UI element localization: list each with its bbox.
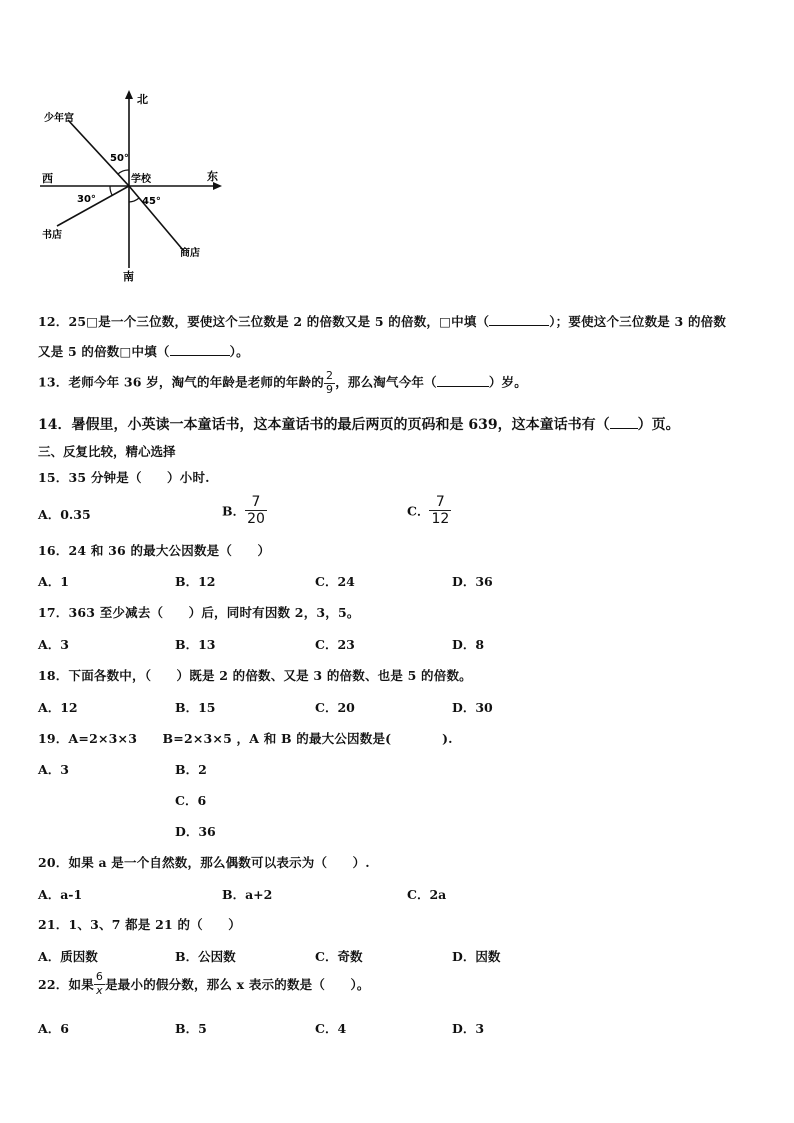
q18-option-a[interactable]: A．12 [38, 700, 78, 715]
label-angle-45: 45° [142, 196, 161, 207]
q14-text-b: ）页。 [637, 417, 680, 433]
q13-fraction-numerator: 2 [326, 369, 334, 382]
q15-option-c-denominator: 12 [431, 511, 450, 528]
q20-option-c[interactable]: C．2a [407, 887, 447, 902]
q15-option-c-fraction [429, 494, 451, 527]
q17-option-c[interactable]: C．23 [315, 637, 355, 652]
q15-option-c-label: C． [407, 503, 430, 519]
label-angle-50: 50° [110, 153, 129, 164]
label-west: 西 [42, 172, 53, 185]
question-16: 16．24 和 36 的最大公因数是（ ） [38, 543, 271, 558]
q13-text-b: ，那么淘气今年（ [335, 374, 437, 390]
q12-text-d: ）。 [229, 344, 249, 359]
q22-fraction [94, 971, 105, 997]
q15-option-b[interactable] [222, 494, 267, 527]
q19-option-b[interactable]: B．2 [175, 762, 207, 777]
label-school: 学校 [131, 174, 151, 185]
q18-option-c[interactable]: C．20 [315, 700, 355, 715]
q15-option-c-numerator: 7 [429, 494, 451, 511]
q17-option-b[interactable]: B．13 [175, 637, 216, 652]
q19-option-a[interactable]: A．3 [38, 762, 69, 777]
q21-option-b[interactable]: B．公因数 [175, 949, 236, 964]
q15-option-c[interactable] [407, 494, 451, 527]
q14-text-a: 14．暑假里，小英读一本童话书，这本童话书的最后两页的页码和是 639，这本童话书有（ [38, 417, 610, 433]
direction-diagram [30, 88, 240, 288]
q15-option-b-denominator: 20 [247, 511, 265, 528]
q12-answer-blank-1[interactable] [489, 314, 549, 326]
q22-text-a: 22．如果 [38, 977, 94, 993]
question-12-line-2 [38, 342, 249, 360]
q19-option-d[interactable]: D．36 [175, 824, 216, 839]
question-17: 17．363 至少减去（ ）后，同时有因数 2，3，5。 [38, 605, 360, 620]
q22-option-d[interactable]: D．3 [452, 1021, 485, 1036]
arc-shop [129, 198, 139, 202]
label-north: 北 [137, 93, 148, 106]
q15-option-a[interactable]: A．0.35 [38, 507, 91, 522]
q16-option-d[interactable]: D．36 [452, 574, 493, 589]
question-14 [38, 414, 680, 434]
q16-option-b[interactable]: B．12 [175, 574, 216, 589]
question-20: 20．如果 a 是一个自然数，那么偶数可以表示为（ ）. [38, 855, 370, 870]
question-19: 19．A=2×3×3 B=2×3×5 ，A 和 B 的最大公因数是( ). [38, 731, 453, 746]
q22-fraction-denominator: x [96, 983, 103, 997]
q14-answer-blank[interactable] [610, 417, 638, 429]
q22-fraction-numerator: 6 [95, 970, 104, 983]
label-angle-30: 30° [77, 194, 96, 205]
label-south: 南 [123, 270, 134, 283]
north-arrow [125, 90, 133, 99]
question-18: 18．下面各数中，（ ）既是 2 的倍数、又是 3 的倍数、也是 5 的倍数。 [38, 668, 472, 683]
q12-text-c: 又是 5 的倍数□中填（ [38, 344, 170, 359]
label-palace: 少年宫 [44, 113, 74, 124]
east-arrow [213, 182, 222, 190]
q19-option-c[interactable]: C．6 [175, 793, 207, 808]
q13-answer-blank[interactable] [437, 375, 489, 387]
q22-option-b[interactable]: B．5 [175, 1021, 207, 1036]
q20-option-b[interactable]: B．a+2 [222, 887, 273, 902]
q21-option-d[interactable]: D．因数 [452, 949, 501, 964]
q15-option-b-fraction [245, 494, 267, 527]
q17-option-d[interactable]: D．8 [452, 637, 485, 652]
q17-option-a[interactable]: A．3 [38, 637, 69, 652]
q18-option-d[interactable]: D．30 [452, 700, 493, 715]
q13-text-a: 13．老师今年 36 岁，淘气的年龄是老师的年龄的 [38, 374, 324, 390]
q21-option-a[interactable]: A．质因数 [38, 949, 98, 964]
question-21: 21．1、3、7 都是 21 的（ ） [38, 917, 241, 932]
q20-option-a[interactable]: A．a-1 [38, 887, 83, 902]
q22-option-c[interactable]: C．4 [315, 1021, 347, 1036]
question-22 [38, 971, 370, 997]
q21-option-c[interactable]: C．奇数 [315, 949, 363, 964]
section-3-heading: 三、反复比较，精心选择 [38, 444, 176, 459]
q15-option-b-numerator: 7 [245, 494, 267, 511]
q16-option-c[interactable]: C．24 [315, 574, 355, 589]
question-15: 15．35 分钟是（ ）小时. [38, 470, 210, 485]
arc-palace [118, 170, 129, 174]
label-shop: 商店 [180, 248, 200, 259]
q13-fraction-denominator: 9 [326, 382, 334, 396]
q16-option-a[interactable]: A．1 [38, 574, 69, 589]
q18-option-b[interactable]: B．15 [175, 700, 216, 715]
q12-answer-blank-2[interactable] [170, 344, 230, 356]
label-bookstore: 书店 [42, 230, 62, 241]
label-east: 东 [207, 170, 218, 183]
q15-option-b-label: B． [222, 503, 246, 519]
q13-fraction [324, 370, 335, 396]
question-13 [38, 370, 527, 396]
q22-option-a[interactable]: A．6 [38, 1021, 69, 1036]
q12-text-b: ）；要使这个三位数是 3 的倍数 [549, 314, 727, 329]
q22-text-b: 是最小的假分数，那么 x 表示的数是（ ）。 [105, 977, 370, 993]
q12-text-a: 12．25□是一个三位数，要使这个三位数是 2 的倍数又是 5 的倍数，□中填（ [38, 314, 490, 329]
arc-bookstore [110, 186, 112, 195]
ray-bookstore [57, 186, 129, 226]
q13-text-c: ）岁。 [488, 374, 527, 390]
question-12-line-1 [38, 312, 726, 330]
